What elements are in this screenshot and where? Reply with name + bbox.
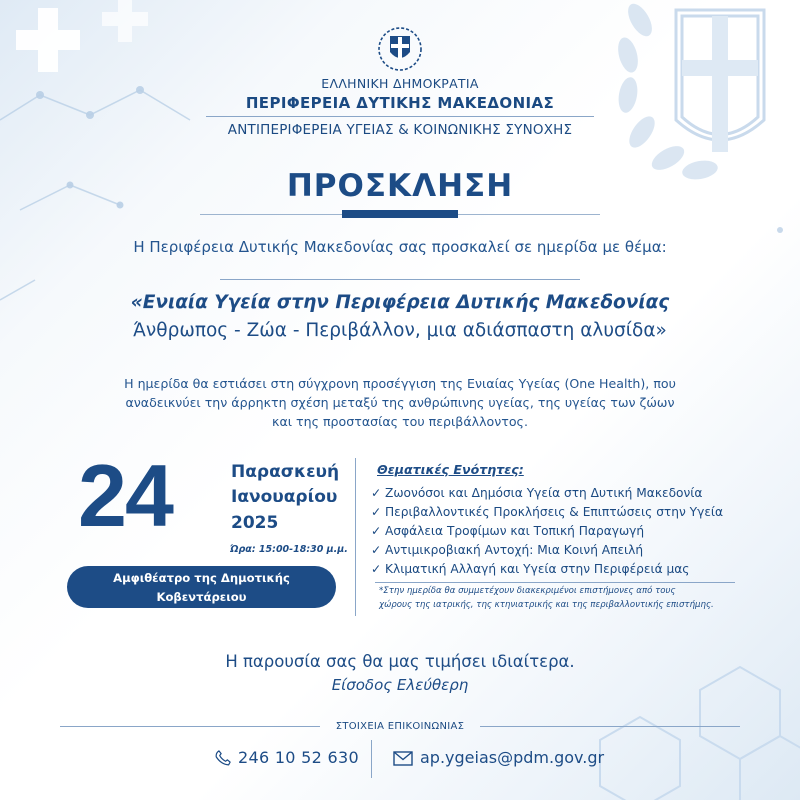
event-year: 2025 [231, 513, 279, 533]
email-link[interactable]: ap.ygeias@pdm.gov.gr [420, 748, 605, 767]
topic-label: Αντιμικροβιακή Αντοχή: Μια Κοινή Απειλή [385, 543, 644, 557]
intro-text: Η Περιφέρεια Δυτικής Μακεδονίας σας προσκαλεί σε ημερίδα με θέμα: [133, 238, 667, 256]
description-line: και της προστασίας του περιβάλλοντος. [272, 414, 528, 429]
participants-note: χώρους της ιατρικής, της κτηνιατρικής και της περιβαλλοντικής επιστήμης. [379, 600, 714, 610]
topic-item [371, 486, 702, 500]
check-icon: ✓ [371, 543, 382, 557]
topic-item [371, 505, 723, 519]
topic-label: Ζωονόσοι και Δημόσια Υγεία στη Δυτική Μακεδονία [385, 486, 703, 500]
description-line: Η ημερίδα θα εστιάσει στη σύγχρονη προσέγγιση της Ενιαίας Υγείας (One Health), που [124, 376, 676, 391]
event-month: Ιανουαρίου [231, 487, 338, 507]
greek-republic-emblem-icon [377, 26, 423, 72]
phone-icon [214, 749, 232, 767]
venue-badge [67, 566, 336, 642]
header-divider [206, 116, 594, 117]
check-icon: ✓ [371, 505, 382, 519]
topic-item [371, 524, 644, 538]
check-icon: ✓ [371, 562, 382, 576]
venue-line: Αμφιθέατρο της Δημοτικής Κοβεντάρειου [113, 571, 290, 604]
topic-item [371, 562, 689, 576]
republic-label: ΕΛΛΗΝΙΚΗ ΔΗΜΟΚΡΑΤΙΑ [321, 76, 479, 91]
phone-number[interactable]: 246 10 52 630 [238, 748, 359, 767]
topics-divider [375, 582, 735, 583]
theme-title: «Ενιαία Υγεία στην Περιφέρεια Δυτικής Μακεδονίας [130, 292, 670, 313]
contact-divider-right [480, 726, 740, 727]
event-weekday: Παρασκευή [231, 462, 340, 482]
page-title: ΠΡΟΣΚΛΗΣΗ [286, 168, 514, 204]
check-icon: ✓ [371, 524, 382, 538]
topics-heading: Θεματικές Ενότητες: [377, 462, 524, 477]
topic-item [371, 543, 643, 557]
section-divider [355, 458, 356, 616]
closing-message: Η παρουσία σας θα μας τιμήσει ιδιαίτερα. [225, 652, 575, 671]
envelope-icon [393, 751, 413, 766]
region-label: ΠΕΡΙΦΕΡΕΙΑ ΔΥΤΙΚΗΣ ΜΑΚΕΔΟΝΙΑΣ [245, 94, 555, 112]
contact-heading: ΣΤΟΙΧΕΙΑ ΕΠΙΚΟΙΝΩΝΙΑΣ [335, 721, 465, 732]
topic-label: Κλιματική Αλλαγή και Υγεία στην Περιφέρειά μας [385, 562, 690, 576]
contact-separator [371, 740, 372, 778]
topic-label: Περιβαλλοντικές Προκλήσεις & Επιπτώσεις στην Υγεία [385, 505, 724, 519]
participants-note: *Στην ημερίδα θα συμμετέχουν διακεκριμένοι επιστήμονες από τους [379, 586, 676, 596]
check-icon: ✓ [371, 486, 382, 500]
event-time: Ώρα: 15:00-18:30 μ.μ. [230, 544, 348, 555]
description-line: αναδεικνύει την άρρηκτη σχέση μεταξύ της ανθρώπινης υγείας, της υγείας των ζώων [125, 395, 675, 410]
event-day-number: 24 [78, 446, 172, 545]
theme-subtitle: Άνθρωπος - Ζώα - Περιβάλλον, μια αδιάσπαστη αλυσίδα» [133, 320, 667, 341]
intro-divider [220, 279, 580, 280]
free-entry-label: Είσοδος Ελεύθερη [331, 676, 469, 694]
title-underline-bar [342, 210, 458, 218]
topic-label: Ασφάλεια Τροφίμων και Τοπική Παραγωγή [385, 524, 645, 538]
department-label: ΑΝΤΙΠΕΡΙΦΕΡΕΙΑ ΥΓΕΙΑΣ & ΚΟΙΝΩΝΙΚΗΣ ΣΥΝΟΧΗΣ [227, 122, 573, 138]
venue-line: Βιβλιοθήκης Κοζάνης (Δαβάκη 9, Κοζάνη) [93, 609, 310, 642]
